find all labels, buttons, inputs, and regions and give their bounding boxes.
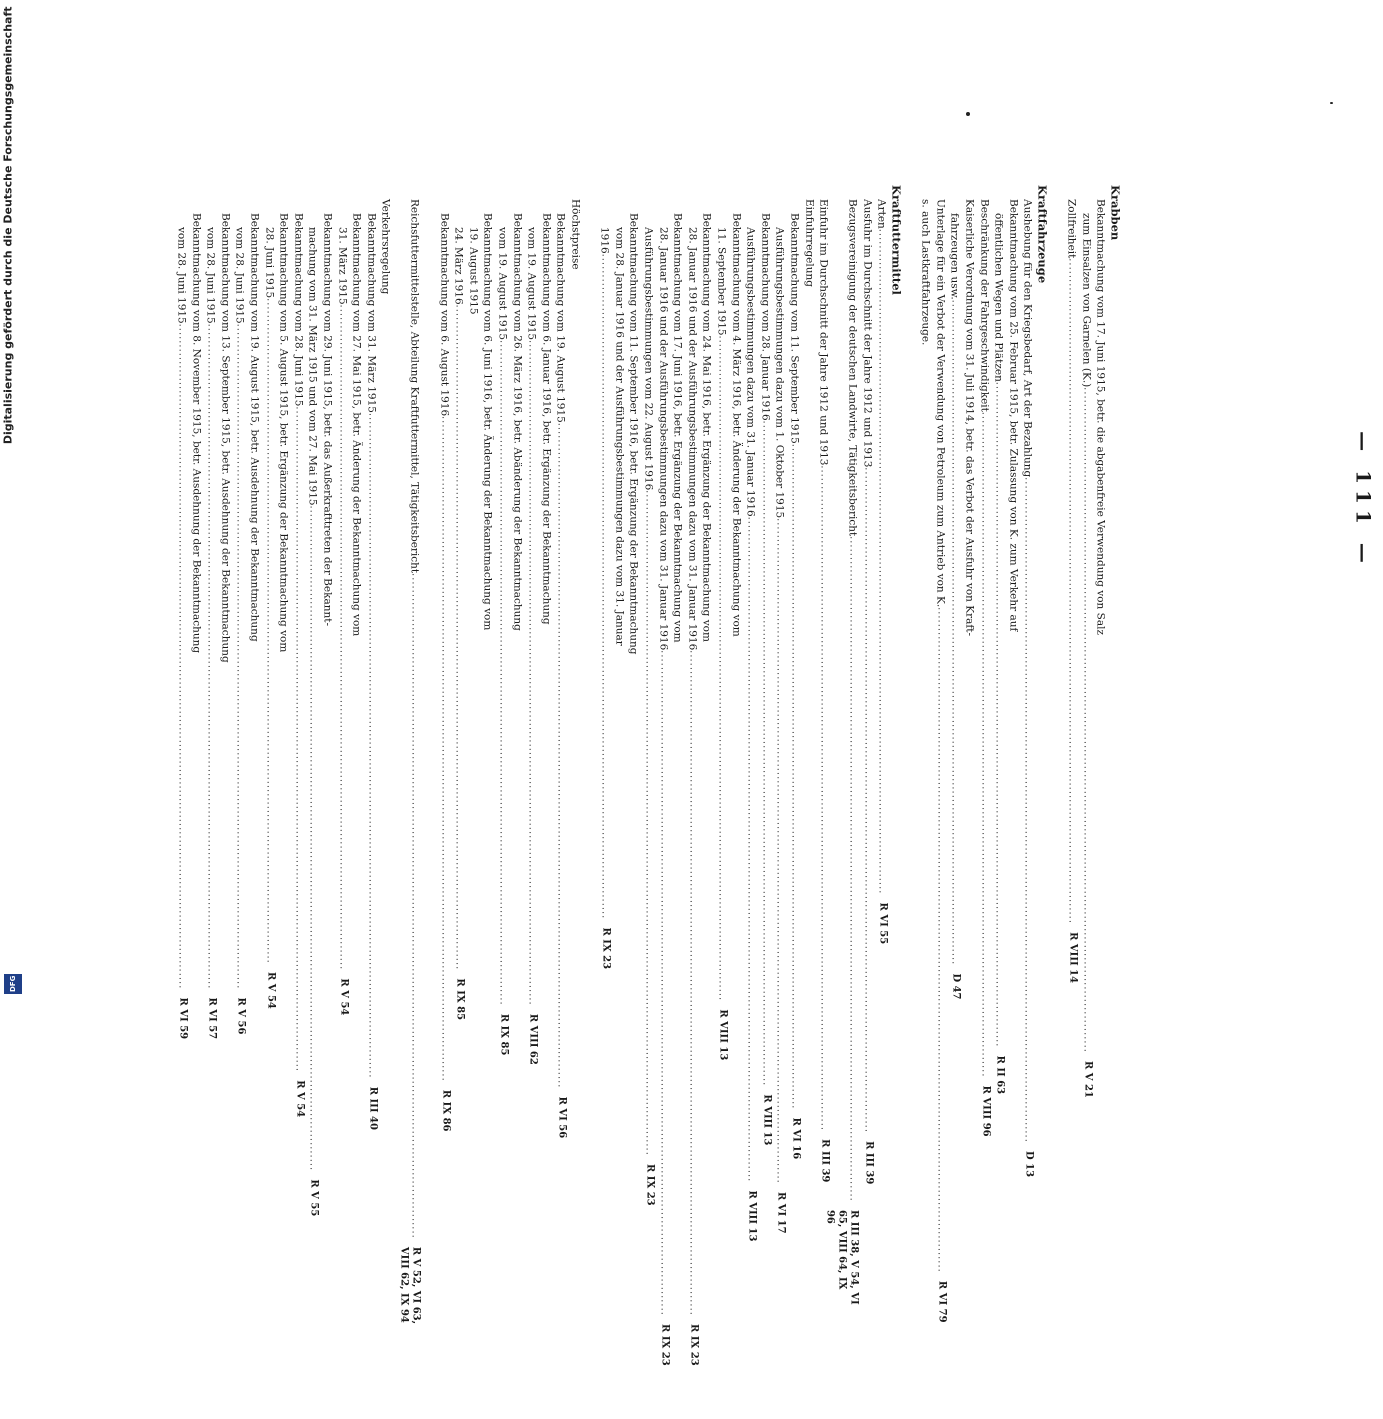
- index-entry: [567, 185, 582, 855]
- entry-text: Kraftfahrzeuge: [1035, 185, 1050, 284]
- entry-text: vom 19. August 1915: [525, 227, 538, 341]
- entry-reference: R VIII 96: [979, 1085, 991, 1137]
- index-entry: [626, 185, 641, 855]
- entry-text: Bekanntmachung vom 31. März 1915: [364, 213, 377, 413]
- index-heading: [1034, 185, 1049, 855]
- dot-leader: ................................................................................................................................................................: [497, 340, 508, 1006]
- entry-reference: R VI 56: [556, 1096, 568, 1139]
- index-entry: [1020, 185, 1035, 1178]
- dot-leader: ................................................................................................................................................................: [788, 443, 799, 1110]
- entry-text: vom 28. Juni 1915: [233, 227, 246, 324]
- index-entry: [509, 185, 524, 855]
- index-entry: [786, 185, 801, 1160]
- entry-reference: R VIII 14: [1067, 932, 1079, 984]
- entry-text: Bekanntmachung vom 6. Januar 1916, betr. Ergänzung der Bekanntmachung: [539, 213, 552, 625]
- entry-reference: R VI 55: [877, 902, 889, 945]
- entry-text: Bekanntmachung vom 11. September 1915: [787, 213, 800, 444]
- scan-speck: [966, 112, 970, 116]
- entry-text: Bekanntmachung vom 19. August 1915, betr. Ausdehnung der Bekanntmachung: [247, 213, 260, 642]
- entry-text: Reichsfuttermittelstelle, Abteilung Kraftfuttermittel, Tätigkeitsbericht: [408, 199, 421, 574]
- entry-reference: R IX 86: [439, 1089, 451, 1132]
- entry-text: Aushebung für den Kriegsbedarf, Art der Bezahlung: [1021, 199, 1034, 478]
- entry-text: Bekanntmachung vom 28. Juni 1915: [291, 213, 304, 407]
- index-entry: [276, 185, 291, 855]
- index-entry: [232, 185, 247, 1035]
- index-entry: [246, 185, 261, 855]
- index-entry: [261, 185, 276, 1009]
- entry-text: vom 19. August 1915: [496, 227, 509, 341]
- index-entry: [1064, 185, 1079, 984]
- index-entry: [363, 185, 378, 1130]
- entry-text: 24. März 1916: [452, 227, 465, 305]
- entry-text: Kraftfuttermittel: [889, 185, 904, 295]
- entry-reference: R VIII 13: [746, 1190, 758, 1242]
- entry-text: Zollfreiheit: [1065, 199, 1078, 259]
- index-entry: [203, 185, 218, 1040]
- index-entry: [451, 185, 466, 1021]
- index-entry: [349, 185, 364, 855]
- entry-text: 28. Januar 1916 und der Ausführungsbestimmungen dazu vom 31. Januar 1916: [685, 227, 698, 651]
- dot-leader: ................................................................................................................................................................: [526, 340, 537, 1006]
- entry-text: 11. September 1915: [714, 227, 727, 336]
- dot-leader: ................................................................................................................................................................: [993, 381, 1004, 1048]
- entry-reference: R VI 79: [935, 1280, 947, 1323]
- index-entry: [684, 185, 699, 1366]
- index-entry: [1049, 185, 1064, 855]
- dot-leader: ................................................................................................................................................................: [876, 228, 887, 895]
- dfg-logo: DFG: [4, 974, 22, 994]
- entry-reference: R VIII 13: [760, 1094, 772, 1146]
- index-entry: [597, 185, 612, 970]
- entry-text: machung vom 31. März 1915 und vom 27. Mai 1915: [306, 227, 319, 506]
- dot-leader: ................................................................................................................................................................: [949, 299, 960, 966]
- entry-text: Bekanntmachung vom 24. Mai 1916, betr. Ergänzung der Bekanntmachung vom: [700, 213, 713, 642]
- dot-leader: ................................................................................................................................................................: [234, 323, 245, 990]
- entry-reference: R V 54: [337, 978, 349, 1016]
- index-entry: [859, 185, 874, 1185]
- dot-leader: ................................................................................................................................................................: [205, 323, 216, 990]
- entry-text: Unterlage für ein Verbot der Verwendung von Petroleum zum Antrieb von K.: [933, 199, 946, 608]
- dot-leader: ................................................................................................................................................................: [745, 516, 756, 1183]
- entry-text: zum Einsalzen von Garnelen (K.): [1079, 213, 1092, 388]
- index-entry: [334, 185, 349, 1016]
- scan-speck: [1330, 102, 1333, 104]
- index-entry: [772, 185, 787, 1234]
- entry-reference: D 13: [1023, 1151, 1035, 1178]
- entry-text: Bekanntmachung vom 6. Juni 1916, betr. Änderung der Bekanntmachung vom: [481, 213, 494, 631]
- entry-text: Bekanntmachung vom 4. März 1916, betr. Änderung der Bekanntmachung vom: [729, 213, 742, 637]
- index-entry: [422, 185, 437, 855]
- index-entry: [961, 185, 976, 855]
- index-entry: [582, 185, 597, 855]
- digitization-credit: Digitalisierung gefördert durch die Deutsche Forschungsgemeinschaft: [1, 6, 15, 445]
- index-entry: [553, 185, 568, 1139]
- entry-reference: R V 21: [1081, 1061, 1093, 1098]
- entry-text: Einfuhrregelung: [802, 199, 815, 287]
- index-entry: [743, 185, 758, 1242]
- index-entries: [173, 185, 1122, 1366]
- entry-text: öffentlichen Wegen und Plätzen: [992, 213, 1005, 382]
- entry-text: 28. Januar 1916 und der Ausführungsbestimmungen dazu vom 31. Januar 1916: [656, 227, 669, 651]
- digitization-credit-bar: [0, 0, 26, 1000]
- dot-leader: ................................................................................................................................................................: [643, 490, 653, 1156]
- dot-leader: ................................................................................................................................................................: [263, 298, 274, 964]
- dot-leader: ................................................................................................................................................................: [365, 412, 376, 1079]
- entry-text: vom 28. Juni 1915: [204, 227, 217, 324]
- entry-reference: R V 56: [235, 997, 247, 1035]
- entry-reference: D 47: [950, 973, 962, 1000]
- index-entry: [932, 185, 947, 1323]
- dot-leader: ................................................................................................................................................................: [657, 650, 668, 1317]
- entry-text: Bekanntmachung vom 17. Juni 1916, betr. Ergänzung der Bekanntmachung vom: [671, 213, 684, 643]
- index-entry: [494, 185, 510, 1056]
- index-entry: [830, 185, 845, 855]
- dot-leader: ................................................................................................................................................................: [934, 607, 945, 1273]
- entry-text: Beschränkung der Fahrgeschwindigkeit: [977, 199, 990, 412]
- entry-text: 28. Juni 1915: [262, 227, 275, 299]
- entry-reference: R IX 85: [454, 978, 466, 1021]
- entry-text: Höchstpreise: [569, 199, 582, 270]
- index-entry: [757, 185, 772, 1146]
- entry-text: Bekanntmachung vom 27. Mai 1915, betr. Änderung der Bekanntmachung vom: [350, 213, 363, 637]
- entry-text: Bekanntmachung vom 26. März 1916, betr. Abänderung der Bekanntmachung: [510, 213, 523, 631]
- entry-reference: R III 39: [819, 1139, 831, 1183]
- entry-reference: R IX 23: [658, 1324, 670, 1366]
- index-entry: [1078, 185, 1093, 1098]
- entry-text: 31. März 1915: [335, 227, 348, 305]
- dot-leader: ................................................................................................................................................................: [453, 304, 464, 971]
- entry-reference: R VIII 62: [527, 1013, 539, 1065]
- entry-text: s. auch Lastkraftfahrzeuge.: [919, 199, 932, 346]
- index-entry: [188, 185, 203, 855]
- entry-reference: R IX 23: [687, 1324, 699, 1366]
- dot-leader: ................................................................................................................................................................: [715, 335, 726, 1002]
- entry-text: Bekanntmachung vom 8. November 1915, betr. Ausdehnung der Bekanntmachung: [189, 213, 202, 654]
- index-entry: [1005, 185, 1020, 855]
- page-number: — 111 —: [1351, 431, 1375, 569]
- index-entry: [816, 185, 831, 1183]
- dot-leader: ................................................................................................................................................................: [1022, 477, 1033, 1143]
- dot-leader: ................................................................................................................................................................: [861, 467, 872, 1134]
- index-entry: [640, 185, 655, 1206]
- dot-leader: ................................................................................................................................................................: [336, 304, 347, 971]
- entry-text: Ausführungsbestimmungen dazu vom 31. Januar 1916: [744, 227, 757, 517]
- entry-reference: R VI 16: [789, 1117, 801, 1160]
- entry-text: Bekanntmachung vom 25. Februar 1915, betr. Zulassung von K. zum Verkehr auf: [1006, 199, 1019, 632]
- entry-reference: R VI 57: [206, 997, 218, 1040]
- entry-reference: R V 52, VI 63, VIII 62, IX 94: [398, 1246, 422, 1325]
- entry-reference: R V 54: [293, 1080, 305, 1118]
- index-entry: [991, 185, 1006, 1095]
- entry-text: Ausführungsbestimmungen vom 22. August 1916: [642, 227, 654, 491]
- index-entry: [918, 185, 933, 855]
- index-entry: [874, 185, 889, 945]
- entry-reference: R II 63: [994, 1055, 1006, 1095]
- entry-reference: R III 38, V 54, VI 65, VIII 64, IX 96: [824, 1209, 860, 1305]
- entry-reference: R VI 59: [177, 997, 188, 1040]
- index-entry: [524, 185, 539, 1065]
- index-entry: [480, 185, 495, 855]
- index-entry: [436, 185, 451, 1132]
- index-entry: [173, 185, 188, 1040]
- index-entry: [728, 185, 743, 855]
- entry-text: Bekanntmachung vom 13. September 1915, betr. Ausdehnung der Bekanntmachung: [218, 213, 231, 663]
- dot-leader: ................................................................................................................................................................: [599, 253, 610, 920]
- dot-leader: ................................................................................................................................................................: [686, 650, 697, 1317]
- entry-text: Bekanntmachung vom 11. September 1916, betr. Ergänzung der Bekanntmachung: [627, 213, 640, 655]
- dot-leader: ................................................................................................................................................................: [1066, 258, 1077, 925]
- entry-text: Ausführungsbestimmungen dazu vom 1. Oktober 1915: [773, 227, 786, 519]
- index-entry: [465, 185, 480, 855]
- entry-text: 1916: [598, 227, 611, 254]
- entry-text: Verkehrsregelung: [379, 199, 392, 295]
- entry-text: Ausfuhr im Durchschnitt der Jahre 1912 und 1913: [860, 199, 873, 468]
- dot-leader: ................................................................................................................................................................: [818, 465, 829, 1132]
- index-entry: [655, 185, 670, 1366]
- entry-text: Kaiserliche Verordnung vom 31. Juli 1914, betr. das Verbot der Ausfuhr von Kraft-: [963, 199, 976, 637]
- index-entry: [392, 185, 407, 855]
- index-entry: [801, 185, 816, 855]
- index-entry: [699, 185, 714, 855]
- dot-leader: ................................................................................................................................................................: [555, 422, 566, 1089]
- index-entry: [1093, 185, 1108, 855]
- index-entry: [398, 185, 422, 1325]
- index-entry: [947, 185, 962, 1000]
- dot-leader: ................................................................................................................................................................: [978, 411, 989, 1078]
- dot-leader: ................................................................................................................................................................: [292, 406, 303, 1073]
- dot-leader: ................................................................................................................................................................: [307, 505, 318, 1172]
- entry-reference: R V 55: [308, 1179, 320, 1217]
- index-entry: [319, 185, 334, 855]
- entry-text: Arten: [875, 199, 888, 229]
- entry-text: Bekanntmachung vom 5. August 1915, betr. Ergänzung der Bekanntmachung vom: [277, 213, 290, 653]
- entry-reference: R III 40: [366, 1086, 378, 1130]
- index-heading: [889, 185, 904, 855]
- entry-text: Bekanntmachung vom 29. Juni 1915, betr. das Außerkrafttreten der Bekannt-: [320, 213, 333, 627]
- index-entry: [217, 185, 232, 855]
- index-entry: [713, 185, 728, 1061]
- index-entry: [611, 185, 626, 855]
- entry-text: Bezugsvereinigung der deutschen Landwirte, Tätigkeitsbericht: [846, 199, 859, 537]
- index-entry: [976, 185, 991, 1137]
- entry-text: Einfuhr im Durchschnitt der Jahre 1912 und 1913: [817, 199, 830, 466]
- dot-leader: ................................................................................................................................................................: [1080, 387, 1091, 1054]
- entry-text: Bekanntmachung vom 6. August 1916: [437, 213, 450, 417]
- entry-text: Krabben: [1108, 185, 1122, 241]
- index-entry: [670, 185, 685, 855]
- dot-leader: ................................................................................................................................................................: [438, 416, 449, 1082]
- entry-reference: R III 39: [862, 1141, 874, 1185]
- index-heading: [1107, 185, 1122, 855]
- index-entry: [378, 185, 393, 855]
- entry-text: Bekanntmachung vom 28. Januar 1916: [758, 213, 771, 421]
- entry-text: Bekanntmachung vom 19. August 1915: [554, 213, 567, 423]
- entry-text: fahrzeugen usw.: [948, 213, 961, 300]
- entry-reference: R IX 23: [644, 1164, 655, 1206]
- dot-leader: ................................................................................................................................................................: [176, 323, 186, 990]
- dot-leader: ................................................................................................................................................................: [759, 420, 770, 1087]
- index-entry: [290, 185, 305, 1118]
- entry-text: vom 28. Januar 1916 und der Ausführungsbestimmungen dazu vom 31. Januar: [612, 227, 625, 646]
- index-entry: [305, 185, 320, 1217]
- entry-reference: R IX 23: [600, 927, 612, 970]
- entry-text: 19. August 1915: [466, 227, 479, 315]
- entry-reference: R VI 17: [775, 1191, 787, 1234]
- index-entry: [903, 185, 918, 855]
- dot-leader: ................................................................................................................................................................: [409, 573, 420, 1239]
- entry-text: Bekanntmachung vom 17. Juni 1915, betr. die abgabenfreie Verwendung von Salz: [1094, 199, 1107, 635]
- entry-reference: R IX 85: [498, 1013, 510, 1056]
- dot-leader: ................................................................................................................................................................: [847, 536, 858, 1202]
- entry-text: vom 28. Juni 1915: [175, 227, 187, 324]
- index-entry: [538, 185, 553, 855]
- dot-leader: ................................................................................................................................................................: [774, 518, 785, 1184]
- entry-reference: R V 54: [264, 971, 276, 1009]
- entry-reference: R VIII 13: [716, 1009, 728, 1061]
